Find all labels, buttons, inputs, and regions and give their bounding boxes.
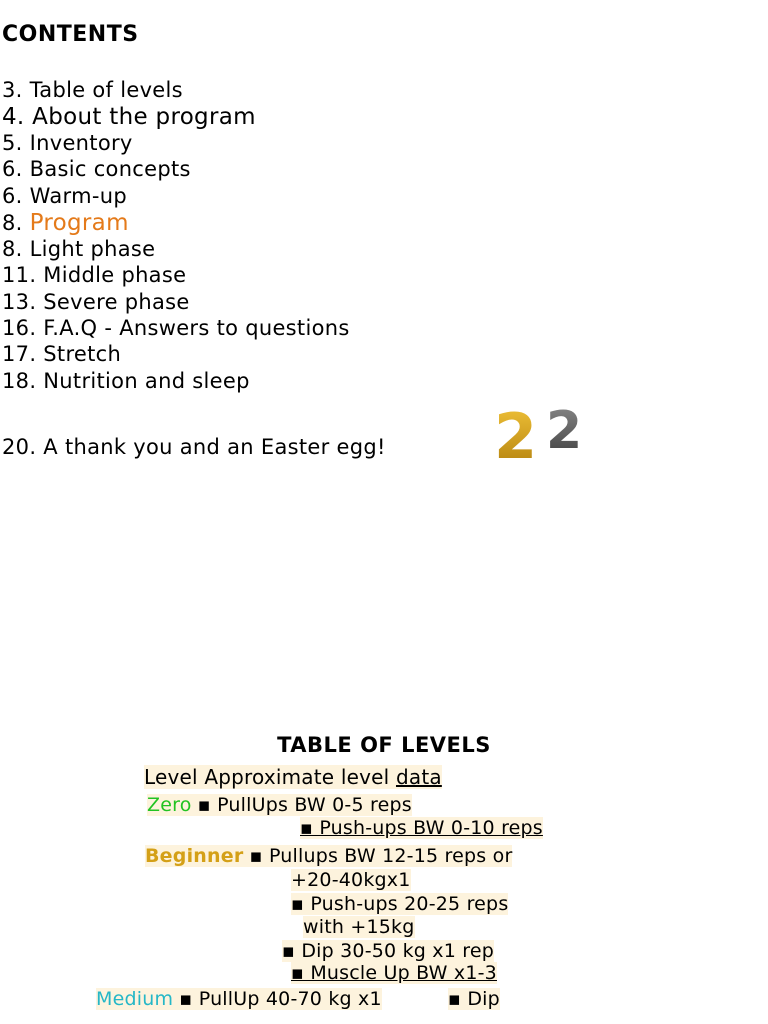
toc-item-title: Light phase: [29, 237, 156, 261]
toc-item-light-phase[interactable]: [2, 237, 155, 261]
toc-item-number: 11.: [2, 263, 37, 287]
toc-item-title: Table of levels: [29, 78, 183, 102]
toc-item-middle-phase[interactable]: [2, 263, 186, 287]
toc-item-number: 3.: [2, 78, 23, 102]
toc-item-stretch[interactable]: [2, 342, 121, 366]
level-medium-label: Medium: [96, 988, 174, 1010]
level-beginner-line5: ▪ Dip 30-50 kg x1 rep: [282, 940, 494, 962]
level-zero-label: Zero: [147, 794, 192, 816]
toc-item-program[interactable]: [2, 210, 129, 236]
table-of-levels-title: TABLE OF LEVELS: [277, 733, 491, 757]
toc-item-title: Basic concepts: [29, 157, 191, 181]
toc-item-title: Warm-up: [29, 184, 127, 208]
toc-item-title: Severe phase: [43, 290, 190, 314]
toc-item-title: About the program: [32, 104, 256, 130]
level-medium-line1: ▪ PullUp 40-70 kg x1: [173, 988, 382, 1010]
level-beginner-line3: ▪ Push-ups 20-25 reps: [291, 893, 509, 915]
toc-item-faq[interactable]: [2, 316, 350, 340]
toc-item-number: 8.: [2, 211, 23, 235]
contents-heading: CONTENTS: [2, 22, 139, 47]
toc-item-title: Middle phase: [43, 263, 187, 287]
toc-item-nutrition-and-sleep[interactable]: [2, 369, 250, 393]
twenty-two-logo: [492, 400, 602, 462]
level-medium-line2: ▪ Dip: [448, 988, 500, 1010]
levels-header: [144, 765, 442, 789]
toc-item-warm-up[interactable]: [2, 184, 127, 208]
toc-item-title: Program: [29, 210, 129, 236]
level-medium-row: [96, 988, 382, 1010]
level-beginner-line2: +20-40kgx1: [291, 869, 411, 891]
levels-header-text: Level Approximate level: [144, 765, 396, 789]
level-beginner-line4: with +15kg: [303, 916, 415, 938]
toc-item-number: 18.: [2, 369, 37, 393]
toc-item-title: F.A.Q - Answers to questions: [43, 316, 350, 340]
level-beginner-line1: ▪ Pullups BW 12-15 reps or: [243, 845, 513, 867]
toc-item-number: 16.: [2, 316, 37, 340]
toc-item-title: Stretch: [43, 342, 122, 366]
toc-item-basic-concepts[interactable]: [2, 157, 191, 181]
toc-item-severe-phase[interactable]: [2, 290, 190, 314]
level-beginner-row: [145, 845, 512, 867]
toc-item-title: A thank you and an Easter egg!: [43, 435, 386, 459]
toc-item-number: 17.: [2, 342, 37, 366]
levels-header-data: data: [395, 765, 442, 789]
toc-item-number: 5.: [2, 131, 23, 155]
level-beginner-label: Beginner: [145, 845, 244, 867]
level-zero-row: [147, 794, 412, 816]
toc-item-number: 6.: [2, 184, 23, 208]
toc-item-easter-egg[interactable]: [2, 435, 386, 459]
toc-item-number: 20.: [2, 435, 37, 459]
level-zero-line1: ▪ PullUps BW 0-5 reps: [191, 794, 412, 816]
logo-digit-gold: 2: [494, 400, 538, 462]
level-beginner-line6: ▪ Muscle Up BW x1-3: [291, 962, 497, 984]
toc-item-title: Inventory: [29, 131, 133, 155]
toc-item-about-the-program[interactable]: [2, 104, 256, 130]
toc-item-number: 4.: [2, 104, 25, 130]
toc-item-number: 6.: [2, 157, 23, 181]
toc-item-number: 13.: [2, 290, 37, 314]
toc-item-table-of-levels[interactable]: [2, 78, 183, 102]
level-zero-line2: ▪ Push-ups BW 0-10 reps: [300, 817, 543, 839]
toc-item-inventory[interactable]: [2, 131, 133, 155]
toc-item-title: Nutrition and sleep: [43, 369, 250, 393]
toc-item-number: 8.: [2, 237, 23, 261]
logo-digit-grey: 2: [546, 401, 583, 461]
